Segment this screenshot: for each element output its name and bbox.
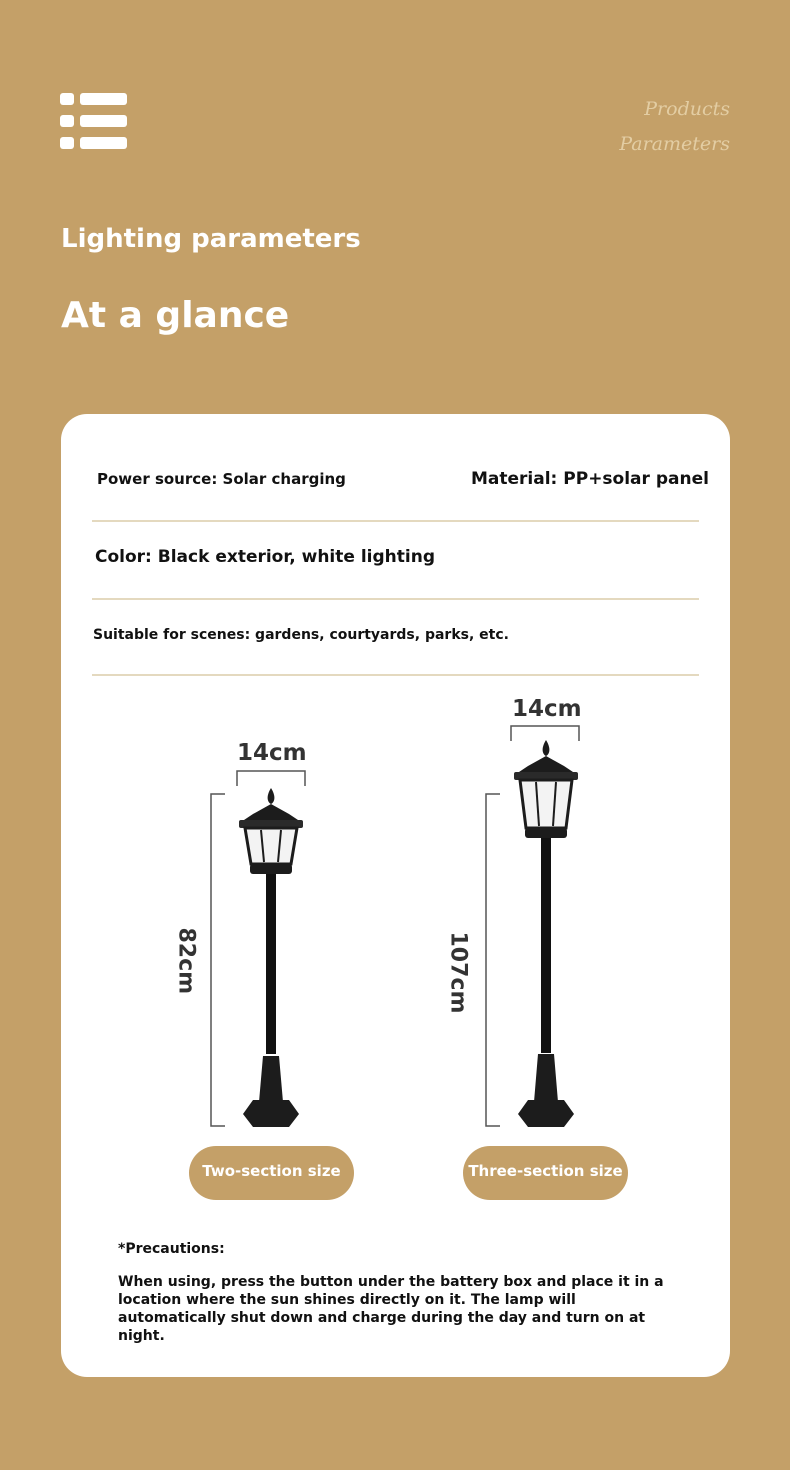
precautions-title: *Precautions: [118,1241,225,1257]
precautions-body: When using, press the button under the battery box and place it in a location where the sun shines directly on it. The lamp will automatically shut down and charge during the day and turn on at night. [118,1274,664,1344]
page-subtitle: At a glance [61,295,290,336]
divider [92,674,699,676]
section-tag-line2: Parameters [619,133,730,155]
product-1-height-label: 82cm [173,927,199,995]
divider [92,598,699,600]
page-title: Lighting parameters [61,224,361,254]
product-2-height-bracket [482,792,502,1128]
spec-power-source: Power source: Solar charging [97,470,346,488]
lamp-three-section-image [506,736,586,1134]
spec-scenes: Suitable for scenes: gardens, courtyards, parks, etc. [93,627,509,643]
list-menu-icon [60,93,128,149]
divider [92,520,699,522]
spec-material: Material: PP+solar panel [471,469,709,489]
spec-color: Color: Black exterior, white lighting [95,547,435,567]
product-1-height-bracket [207,792,227,1128]
parameters-card [61,414,730,1377]
product-1-width-label: 14cm [237,740,307,766]
product-2-caption: Three-section size [463,1146,628,1200]
product-2-width-label: 14cm [512,696,582,722]
lamp-two-section-image [231,784,311,1134]
product-1-caption: Two-section size [189,1146,354,1200]
section-tag-line1: Products [644,98,730,120]
product-2-height-label: 107cm [445,931,471,1014]
section-tag [619,92,730,162]
